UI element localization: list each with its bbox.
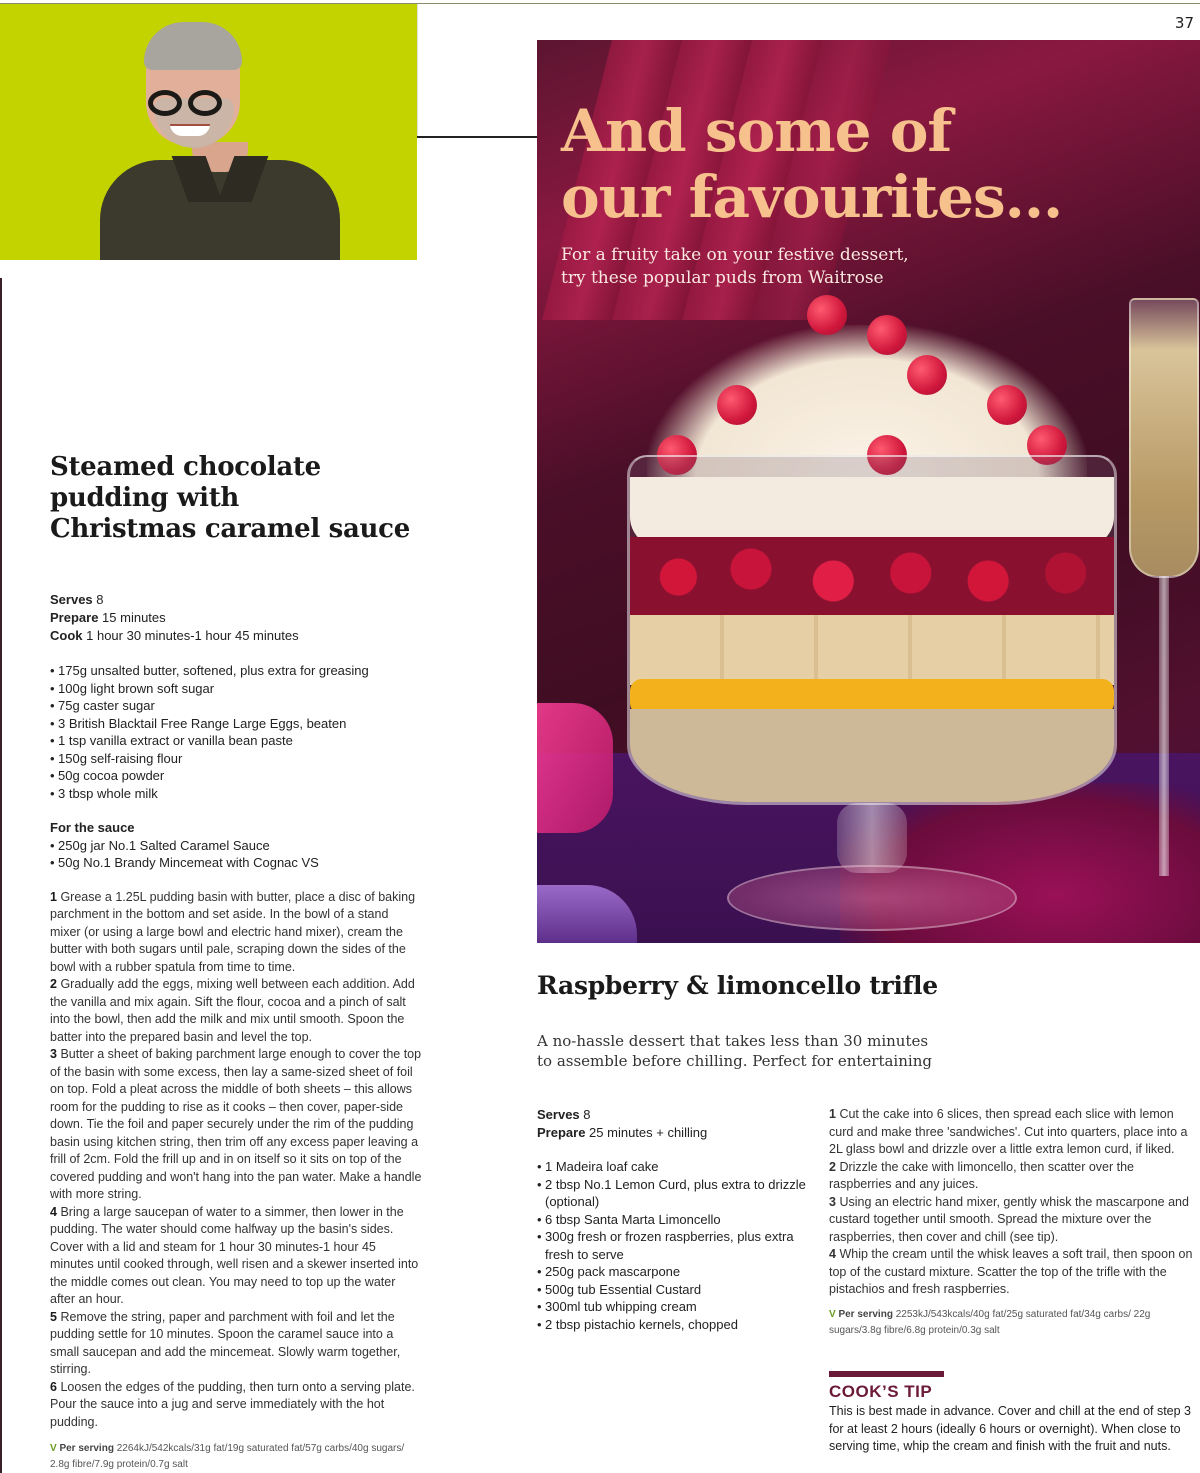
- ingredient-item: • 6 tbsp Santa Marta Limoncello: [537, 1211, 807, 1229]
- ingredient-item: • 1 tsp vanilla extract or vanilla bean paste: [50, 732, 422, 750]
- ingredient-item: • 175g unsalted butter, softened, plus extra for greasing: [50, 662, 422, 680]
- method-step: 2 Drizzle the cake with limoncello, then scatter over the raspberries and any juices.: [829, 1159, 1135, 1191]
- vegetarian-icon: V: [50, 1443, 57, 1454]
- divider: [417, 4, 418, 136]
- sauce-heading: For the sauce: [50, 820, 135, 835]
- hero-title: And some of our favourites...: [561, 97, 1063, 231]
- recipe-raspberry-trifle-ingredients: [537, 1106, 807, 1333]
- ingredient-item: • 300ml tub whipping cream: [537, 1298, 807, 1316]
- ingredient-item: • 500g tub Essential Custard: [537, 1281, 807, 1299]
- tip-heading: COOK’S TIP: [829, 1382, 933, 1401]
- method-step: 4 Whip the cream until the whisk leaves a soft trail, then spoon on top of the custard mixture. Scatter the top of the trifle with the pistachios and fresh raspberries.: [829, 1247, 1193, 1296]
- method-steps: [50, 889, 422, 1432]
- recipe-meta: Serves 8 Prepare 25 minutes + chilling: [537, 1107, 708, 1140]
- ingredient-item: • 50g cocoa powder: [50, 767, 422, 785]
- method-step: 1 Grease a 1.25L pudding basin with butter, place a disc of baking parchment in the bottom and set aside. In the bowl of a stand mixer (or using a large bowl and electric hand mixer), cream the butter with both sugars until pale, scraping down the sides of the bowl with a rubber spatula from time to time.: [50, 889, 416, 974]
- cooks-tip-box: [829, 1371, 1194, 1456]
- method-step: 6 Loosen the edges of the pudding, then turn onto a serving plate. Pour the sauce into a jug and serve immediately with the hot pudding.: [50, 1379, 415, 1429]
- prepare-time: 15 minutes: [102, 610, 166, 625]
- ingredient-item: • 75g caster sugar: [50, 697, 422, 715]
- tip-accent-bar: [829, 1371, 944, 1377]
- divider: [417, 136, 540, 138]
- prepare-time: 25 minutes + chilling: [589, 1125, 708, 1140]
- cook-time: 1 hour 30 minutes-1 hour 45 minutes: [86, 628, 299, 643]
- ingredient-item: • 3 British Blacktail Free Range Large Eggs, beaten: [50, 715, 422, 733]
- vegetarian-icon: V: [829, 1308, 836, 1320]
- ingredient-item: • 300g fresh or frozen raspberries, plus extra fresh to serve: [537, 1228, 807, 1263]
- recipe-title: Raspberry & limoncello trifle: [537, 971, 938, 1000]
- ingredient-item: • 2 tbsp pistachio kernels, chopped: [537, 1316, 807, 1334]
- tip-text: This is best made in advance. Cover and chill at the end of step 3 for at least 2 hours (ideally 6 hours or overnight). When close to serving time, whip the cream and finish with the fruit and nuts.: [829, 1404, 1192, 1453]
- champagne-glass-image: [1129, 298, 1199, 898]
- serves-value: 8: [96, 592, 104, 607]
- recipe-intro: A no-hassle dessert that takes less than 30 minutes to assemble before chilling. Perfect for entertaining: [537, 1032, 932, 1070]
- nutrition-info: V Per serving 2253kJ/543kcals/40g fat/25g saturated fat/34g carbs/ 22g sugars/3.8g fibre/6.8g protein/0.3g salt: [829, 1308, 1151, 1336]
- nutrition-info: V Per serving 2264kJ/542kcals/31g fat/19g saturated fat/57g carbs/40g sugars/ 2.8g fibre/7.9g protein/0.7g salt: [50, 1443, 405, 1470]
- author-photo-panel: [0, 4, 417, 260]
- column-rule: [0, 278, 2, 1473]
- trifle-image: [607, 295, 1137, 935]
- ingredient-item: • 100g light brown soft sugar: [50, 680, 422, 698]
- recipe-steamed-chocolate-pudding: [50, 452, 422, 1473]
- author-portrait-image: [100, 20, 340, 260]
- hero-subtitle: For a fruity take on your festive dessert, try these popular puds from Waitrose: [561, 245, 909, 288]
- recipe-title: Steamed chocolate pudding with Christmas caramel sauce: [50, 452, 410, 544]
- method-step: 2 Gradually add the eggs, mixing well between each addition. Add the vanilla and mix again. Sift the flour, cocoa and a pinch of salt into the bowl, then add the milk and mix until smooth. Spoon the batter into the prepared basin and level the top.: [50, 977, 415, 1044]
- ingredient-item: • 250g jar No.1 Salted Caramel Sauce: [50, 837, 422, 855]
- method-step: 3 Using an electric hand mixer, gently whisk the mascarpone and custard together until smooth. Spread the mixture over the raspberries, then cover and chill (see tip).: [829, 1194, 1189, 1244]
- ingredient-item: • 150g self-raising flour: [50, 750, 422, 768]
- ingredient-item: • 50g No.1 Brandy Mincemeat with Cognac VS: [50, 854, 422, 872]
- method-step: 5 Remove the string, paper and parchment with foil and let the pudding settle for 10 minutes. Spoon the caramel sauce into a small saucepan and add the mincemeat. Slowly warm together, stirring.: [50, 1309, 401, 1376]
- pink-bowl-image: [537, 703, 613, 833]
- ingredient-list: [537, 1158, 807, 1333]
- ingredient-item: • 1 Madeira loaf cake: [537, 1158, 807, 1176]
- method-steps: [829, 1106, 1194, 1339]
- page-number: 37: [1174, 14, 1194, 32]
- recipe-meta: Serves 8 Prepare 15 minutes Cook 1 hour 30 minutes-1 hour 45 minutes: [50, 592, 299, 643]
- sauce-ingredient-list: [50, 837, 422, 872]
- method-step: 4 Bring a large saucepan of water to a simmer, then lower in the pudding. The water should come halfway up the basin's sides. Cover with a lid and steam for 1 hour 30 minutes-1 hour 45 minutes until cooked through, well risen and a skewer inserted into the middle comes out clean. You may need to top up the water after an hour.: [50, 1204, 419, 1306]
- ingredient-item: • 3 tbsp whole milk: [50, 785, 422, 803]
- method-step: 3 Butter a sheet of baking parchment large enough to cover the top of the basin with some excess, then lay a same-sized sheet of foil on top. Fold a pleat across the middle of both sheets – this allows room for the pudding to rise as it cooks – then cover, paper-side down. Tie the foil and paper securely under the rim of the pudding basin using kitchen string, then trim off any excess paper leaving a frill of 2cm. Fold the frill up and in on itself so it sits on top of the covered pudding and won't hang into the pan water. Make a handle with more string.: [50, 1047, 422, 1201]
- serves-value: 8: [583, 1107, 591, 1122]
- trifle-hero-photo: [537, 40, 1200, 943]
- ingredient-item: • 2 tbsp No.1 Lemon Curd, plus extra to drizzle (optional): [537, 1176, 807, 1211]
- ingredient-item: • 250g pack mascarpone: [537, 1263, 807, 1281]
- method-step: 1 Cut the cake into 6 slices, then spread each slice with lemon curd and make three 'sandwiches'. Cut into quarters, place into a 2L glass bowl and drizzle over a little extra lemon curd, if liked.: [829, 1107, 1188, 1156]
- ingredient-list: [50, 662, 422, 802]
